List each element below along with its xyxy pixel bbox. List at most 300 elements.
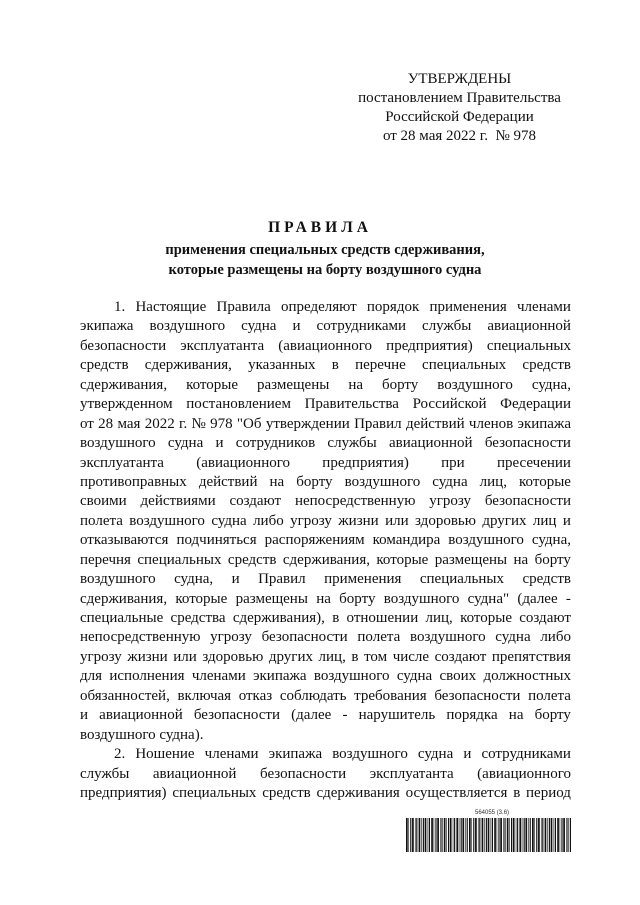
body-line [80, 745, 571, 764]
word: на [508, 707, 524, 724]
word: судна, [531, 376, 571, 393]
word: размещены [256, 376, 330, 393]
word: перечне [355, 357, 406, 374]
word: борту [296, 473, 333, 490]
word: определяют [280, 299, 357, 315]
word: судна" [467, 590, 510, 607]
word: требования [354, 687, 427, 704]
barcode-bar [524, 818, 525, 852]
word: безопасности [484, 435, 571, 452]
barcode-bar [431, 818, 433, 852]
barcode-bar [545, 818, 547, 852]
body-line [80, 337, 571, 356]
approval-heading: УТВЕРЖДЕНЫ [407, 71, 512, 87]
word: угрозу [210, 629, 252, 646]
barcode-bar [536, 818, 537, 852]
word: сдерживания), [232, 610, 325, 626]
word: безопасности [434, 687, 521, 704]
word: (далее [291, 707, 332, 724]
word: судна [495, 629, 531, 646]
word: судна, [174, 571, 214, 588]
barcode-bar [406, 818, 408, 852]
word: постановлением [186, 396, 291, 413]
barcode-bar [500, 818, 502, 852]
word: создают [229, 493, 282, 510]
barcode-bar [497, 818, 498, 852]
word: на [316, 590, 331, 607]
barcode-bar [484, 818, 485, 852]
body-line [80, 492, 571, 511]
barcode-bar [453, 818, 454, 852]
barcode-bar [415, 818, 416, 852]
word: судна [211, 512, 247, 529]
barcode-bar [423, 818, 424, 852]
word: воздушного [409, 629, 486, 646]
word: командира [372, 532, 441, 549]
word: утверждении [265, 415, 350, 432]
word: (авиационного [278, 337, 373, 354]
barcode-bar [486, 818, 487, 852]
barcode-bar [475, 818, 477, 852]
body-line [80, 765, 571, 784]
barcode-bar [428, 818, 429, 852]
body-line [80, 590, 571, 609]
word: сдерживания, [80, 590, 168, 607]
word: том [364, 648, 388, 665]
word: угрозу [290, 512, 332, 529]
word: воздушного [80, 571, 156, 588]
word: Правительства [304, 396, 399, 413]
word: которые [460, 610, 512, 626]
word: своих [439, 668, 477, 685]
word: на [348, 376, 363, 393]
word: сдерживания, [282, 551, 370, 568]
body-line [80, 298, 571, 317]
word: 978 [210, 415, 233, 432]
body-line [80, 609, 571, 628]
word: борту [534, 551, 571, 568]
word: 1. [114, 299, 126, 315]
word: средств [80, 357, 129, 374]
body-line [80, 784, 571, 803]
barcode-bar [563, 818, 565, 852]
word: непосредственную [80, 629, 201, 646]
word: предприятия) [80, 784, 167, 801]
word: должностных [483, 668, 571, 685]
word: период [526, 784, 571, 801]
barcode-bar [566, 818, 567, 852]
word: специальных [137, 551, 222, 568]
word: указанных [248, 357, 316, 374]
word: (авиационного [196, 454, 291, 471]
body-line [80, 376, 571, 395]
word: включая [177, 687, 232, 704]
word: создают [519, 610, 571, 626]
word: воздушного [149, 318, 226, 335]
barcode-bar [450, 818, 452, 852]
subtitle-line: применения специальных средств сдерживания, [165, 242, 485, 258]
barcode-bar [551, 818, 553, 852]
barcode-bar [446, 818, 447, 852]
word: средств [227, 551, 277, 568]
word: соблюдать [279, 687, 347, 704]
word: пресечении [496, 454, 571, 471]
word: г. [179, 415, 188, 432]
body-line [80, 570, 571, 589]
word: 2022 [144, 415, 175, 432]
word: воздушного [332, 746, 408, 763]
body-line [80, 415, 571, 434]
word: полета [528, 687, 571, 704]
barcode-bar [434, 818, 435, 852]
document-subtitle [80, 240, 570, 280]
body-line [80, 648, 571, 667]
barcode-bar [528, 818, 529, 852]
barcode-bar [440, 818, 441, 852]
word: перечня [80, 551, 131, 568]
word: специальных [422, 357, 507, 374]
barcode-bar [465, 818, 466, 852]
barcode-bar [570, 818, 571, 852]
word: создают [434, 648, 487, 665]
barcode-bar [488, 818, 490, 852]
word: других [482, 512, 527, 529]
word: в [513, 784, 521, 801]
word: в [332, 610, 340, 626]
barcode-bar [507, 818, 509, 852]
word: которые [376, 551, 429, 568]
barcode-bar [456, 818, 458, 852]
barcode-bar [513, 818, 515, 852]
barcode-bar [441, 818, 442, 852]
barcode-bar [519, 818, 521, 852]
word: отношении [346, 610, 419, 626]
word: судна [396, 668, 433, 685]
word: и [463, 746, 472, 763]
barcode-bar [494, 818, 496, 852]
body-line [80, 628, 571, 647]
barcode-bar [421, 818, 422, 852]
word: безопасности [260, 765, 347, 782]
word: лиц, [425, 610, 453, 626]
word: размещены [235, 590, 308, 607]
body-line [80, 531, 571, 550]
word: Ношение [135, 746, 195, 763]
word: специальных [172, 784, 257, 801]
approval-block [352, 70, 567, 146]
barcode-bar [503, 818, 504, 852]
word: сдерживания, [80, 376, 168, 393]
barcode-bar [469, 818, 471, 852]
word: подчиняться [176, 532, 257, 549]
barcode-bar [511, 818, 512, 852]
word: в [351, 648, 359, 665]
barcode-bar [478, 818, 479, 852]
body-line: воздушного судна). [80, 726, 204, 743]
word: непосредственную [294, 493, 416, 510]
word: № [191, 415, 206, 432]
word: либо [540, 629, 571, 646]
word: либо [253, 512, 284, 529]
word: экипажа [80, 318, 134, 335]
word: своими [80, 493, 127, 510]
barcode-bar [504, 818, 505, 852]
word: действий [405, 415, 465, 432]
word: лиц, [479, 473, 507, 490]
word: или [173, 648, 197, 665]
body-line [80, 551, 571, 570]
barcode-bar [567, 818, 568, 852]
word: числе [392, 648, 430, 665]
word: борту [534, 707, 571, 724]
word: сотрудниками [316, 318, 407, 335]
barcode-bar [419, 818, 421, 852]
word: воздушного [344, 473, 421, 490]
word: полета [357, 629, 401, 646]
word: распоряжениям [264, 532, 365, 549]
body-line [80, 473, 571, 492]
word: сдерживания [316, 784, 400, 801]
barcode-bar [491, 818, 492, 852]
word: исполнения [109, 668, 185, 685]
word: членами [204, 746, 259, 763]
barcode-bar [462, 818, 464, 852]
word: Российской [412, 396, 487, 413]
body-line [80, 667, 571, 686]
word: действиями [140, 493, 216, 510]
barcode-bar [547, 818, 548, 852]
word: безопасности [484, 493, 571, 510]
word: службы [327, 435, 377, 452]
barcode-bar [429, 818, 430, 852]
word: и [80, 707, 89, 724]
word: жизни [338, 512, 379, 529]
word: жизни [127, 648, 168, 665]
word: сотрудников [235, 435, 316, 452]
word: которые [186, 376, 238, 393]
barcode-bar [555, 818, 556, 852]
word: которые [519, 473, 571, 490]
barcode-bar [410, 818, 411, 852]
word: средств [522, 571, 571, 588]
barcode-bar [534, 818, 535, 852]
barcode-bar [516, 818, 517, 852]
word: авиационной [487, 318, 571, 335]
word: экипажа [253, 668, 307, 685]
barcode-bar [541, 818, 542, 852]
barcode-bar [408, 818, 409, 852]
approval-line: Российской Федерации [385, 109, 534, 125]
word: действий [198, 473, 258, 490]
word: эксплуатанта [369, 765, 454, 782]
word: авиационной [99, 707, 183, 724]
word: специальных [486, 337, 571, 354]
word: членами [517, 299, 571, 315]
barcode-bar [479, 818, 480, 852]
body-line [80, 512, 571, 531]
word: 2. [114, 746, 126, 763]
word: отказ [238, 687, 273, 704]
barcode-bar [461, 818, 462, 852]
barcode-bar [509, 818, 510, 852]
word: Правил [354, 415, 402, 432]
word: эксплуатанта [80, 454, 164, 471]
barcode-bar [448, 818, 449, 852]
word: здоровью [202, 648, 264, 665]
barcode-bar [492, 818, 493, 852]
word: полета [80, 512, 123, 529]
word: судна [417, 746, 454, 763]
word: воздушного [437, 376, 513, 393]
barcode-bar [561, 818, 562, 852]
barcode-bar [522, 818, 523, 852]
word: предприятия) [322, 454, 409, 471]
barcode-bar [416, 818, 417, 852]
word: - [565, 590, 571, 607]
word: обязанностей, [80, 687, 170, 704]
barcode-bar [560, 818, 561, 852]
word: средства [170, 610, 226, 626]
barcode-bar [435, 818, 436, 852]
word: службы [80, 765, 130, 782]
barcode-bar [542, 818, 543, 852]
word: сдерживания, [144, 357, 232, 374]
barcode-bar [532, 818, 534, 852]
word: или [385, 512, 409, 529]
word: специальные [80, 610, 164, 626]
word: членов [468, 415, 514, 432]
barcode-bar [538, 818, 540, 852]
body-line [80, 356, 571, 375]
word: на [269, 473, 285, 490]
word: авиационной [152, 765, 237, 782]
word: осуществляется [405, 784, 508, 801]
word: применения [324, 571, 402, 588]
word: угрозу [80, 648, 122, 665]
word: отказываются [80, 532, 169, 549]
word: судна [167, 435, 204, 452]
word: Федерации [500, 396, 571, 413]
barcode-bar [554, 818, 555, 852]
word: препятствия [491, 648, 571, 665]
approval-line: постановлением Правительства [358, 90, 561, 106]
word: и [562, 512, 571, 529]
word: средств [262, 784, 311, 801]
word: для [80, 668, 103, 685]
word: безопасности [80, 337, 167, 354]
barcode-bar [454, 818, 455, 852]
body-line [80, 317, 571, 336]
barcode-bar [517, 818, 518, 852]
word: Настоящие [135, 299, 207, 315]
barcode-bar [425, 818, 427, 852]
word: (авиационного [477, 765, 571, 782]
barcode-bar [530, 818, 531, 852]
word: воздушного [383, 590, 460, 607]
word: Правила [216, 299, 271, 315]
word: судна [432, 473, 468, 490]
document-body [80, 298, 571, 803]
body-line [80, 454, 571, 473]
barcode-bar [471, 818, 472, 852]
approval-date: от 28 мая 2022 г. № 978 [382, 128, 537, 144]
barcode-bar [412, 818, 414, 852]
word: специальных [419, 571, 504, 588]
barcode [406, 818, 571, 852]
word: Правил [258, 571, 306, 588]
barcode-bar [444, 818, 446, 852]
word: которые [175, 590, 228, 607]
word: на [513, 551, 529, 568]
word: и [215, 435, 224, 452]
barcode-bar [467, 818, 468, 852]
word: судна [241, 318, 277, 335]
word: от [80, 415, 94, 432]
word: порядка [446, 707, 498, 724]
word: экипажа [517, 415, 571, 432]
word: и [292, 318, 301, 335]
barcode-bar [549, 818, 550, 852]
word: применения [429, 299, 507, 315]
barcode-bar [482, 818, 484, 852]
body-line [80, 434, 571, 453]
word: размещены [434, 551, 508, 568]
word: нарушитель [358, 707, 436, 724]
subtitle-line: которые размещены на борту воздушного судна [168, 262, 482, 278]
barcode-bar [498, 818, 499, 852]
barcode-code: 564055 (3.6) [475, 810, 510, 816]
word: экипажа [268, 746, 323, 763]
word: здоровью [415, 512, 476, 529]
word: предприятия) [386, 337, 473, 354]
word: лиц [532, 512, 557, 529]
word: "Об [236, 415, 262, 432]
barcode-bar [437, 818, 439, 852]
body-line [80, 706, 571, 725]
word: в [331, 357, 339, 374]
word: утвержденном [80, 396, 173, 413]
body-line [80, 395, 571, 414]
word: воздушного [129, 512, 205, 529]
word: воздушного [80, 435, 156, 452]
word: членами [191, 668, 246, 685]
word: борту [381, 376, 419, 393]
word: угрозу [429, 493, 472, 510]
word: службы [422, 318, 472, 335]
word: и [231, 571, 240, 588]
word: воздушного [448, 532, 524, 549]
word: безопасности [261, 629, 348, 646]
word: авиационной [389, 435, 473, 452]
word: противоправных [80, 473, 187, 490]
word: - [342, 707, 348, 724]
barcode-bar [557, 818, 559, 852]
barcode-bar [459, 818, 460, 852]
word: мая [117, 415, 141, 432]
word: сотрудниками [481, 746, 571, 763]
body-line [80, 687, 571, 706]
word: (далее [517, 590, 558, 607]
word: борту [339, 590, 376, 607]
barcode-bar [473, 818, 474, 852]
word: при [441, 454, 465, 471]
word: эксплуатанта [180, 337, 265, 354]
word: судна, [531, 532, 571, 549]
word: воздушного [313, 668, 390, 685]
document-title: ПРАВИЛА [268, 219, 372, 236]
word: 28 [98, 415, 114, 432]
word: безопасности [193, 707, 280, 724]
